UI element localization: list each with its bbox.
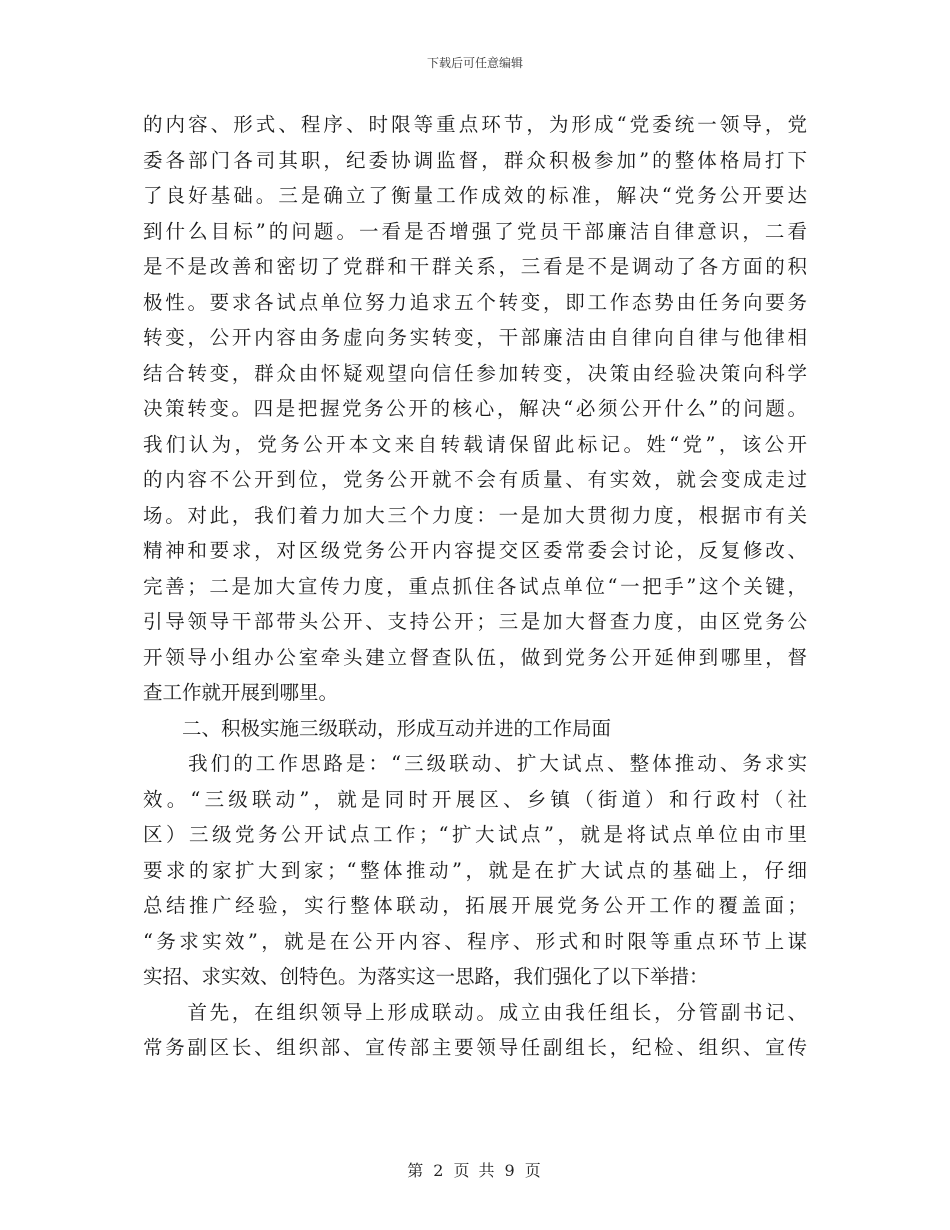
- page-footer: [0, 1158, 950, 1181]
- text-line: 要求的家扩大到家；“整体推动”，就是在扩大试点的基础上，仔细: [143, 858, 807, 882]
- text-line: 的内容不公开到位，党务公开就不会有质量、有实效，就会变成走过: [143, 468, 807, 491]
- text-line: 了良好基础。三是确立了衡量工作成效的标准，解决“党务公开要达: [143, 184, 807, 207]
- text-line: 首先，在组织领导上形成联动。成立由我任组长，分管副书记、: [143, 1000, 807, 1024]
- text-line: 结合转变，群众由怀疑观望向信任参加转变，决策由经验决策向科学: [143, 361, 807, 385]
- text-line: 委各部门各司其职，纪委协调监督，群众积极参加”的整体格局打下: [143, 148, 807, 172]
- footer-page-number: 2: [433, 1161, 446, 1180]
- text-line: 实招、求实效、创特色。为落实这一思路，我们强化了以下举措：: [143, 965, 709, 988]
- text-line: 完善；二是加大宣传力度，重点抓住各试点单位“一把手”这个关键，: [143, 574, 807, 598]
- text-line: 转变，公开内容由务虚向务实转变，干部廉洁由自律向自律与他律相: [143, 326, 807, 349]
- text-line: 查工作就开展到哪里。: [143, 681, 339, 704]
- text-line: 极性。要求各试点单位努力追求五个转变，即工作态势由任务向要务: [143, 290, 807, 314]
- footer-total-pages: 9: [504, 1161, 517, 1180]
- page-header: 下载后可任意编辑: [426, 56, 523, 70]
- text-line: 我们认为，党务公开本文来自转载请保留此标记。姓“党”，该公开: [143, 432, 807, 456]
- text-line: 场。对此，我们着力加大三个力度：一是加大贯彻力度，根据市有关: [143, 503, 807, 527]
- text-line: 常务副区长、组织部、宣传部主要领导任副组长，纪检、组织、宣传: [143, 1036, 807, 1059]
- text-line: 开领导小组办公室牵头建立督查队伍，做到党务公开延伸到哪里，督: [143, 645, 807, 669]
- text-line: 的内容、形式、程序、时限等重点环节，为形成“党委统一领导，党: [143, 113, 807, 136]
- footer-prefix: 第: [407, 1161, 426, 1180]
- text-line: 总结推广经验，实行整体联动，拓展开展党务公开工作的覆盖面；: [143, 894, 807, 917]
- text-line: 我们的工作思路是：“三级联动、扩大试点、整体推动、务求实: [143, 752, 807, 775]
- text-line: 引导领导干部带头公开、支持公开；三是加大督查力度，由区党务公: [143, 610, 807, 633]
- footer-mid: 页 共: [453, 1161, 497, 1180]
- document-body: [143, 107, 807, 1066]
- text-line: 效。“三级联动”，就是同时开展区、乡镇（街道）和行政村（社: [143, 787, 807, 811]
- text-line: 二、积极实施三级联动，形成互动并进的工作局面: [143, 716, 612, 740]
- text-line: 决策转变。四是把握党务公开的核心，解决“必须公开什么”的问题。: [143, 397, 807, 420]
- text-line: 是不是改善和密切了党群和干群关系，三看是不是调动了各方面的积: [143, 255, 807, 278]
- text-line: 精神和要求，对区级党务公开内容提交区委常委会讨论，反复修改、: [143, 539, 807, 562]
- text-line: “务求实效”，就是在公开内容、程序、形式和时限等重点环节上谋: [143, 929, 807, 953]
- text-line: 区）三级党务公开试点工作；“扩大试点”，就是将试点单位由市里: [143, 823, 807, 846]
- footer-suffix: 页: [524, 1161, 543, 1180]
- text-line: 到什么目标”的问题。一看是否增强了党员干部廉洁自律意识，二看: [143, 219, 807, 243]
